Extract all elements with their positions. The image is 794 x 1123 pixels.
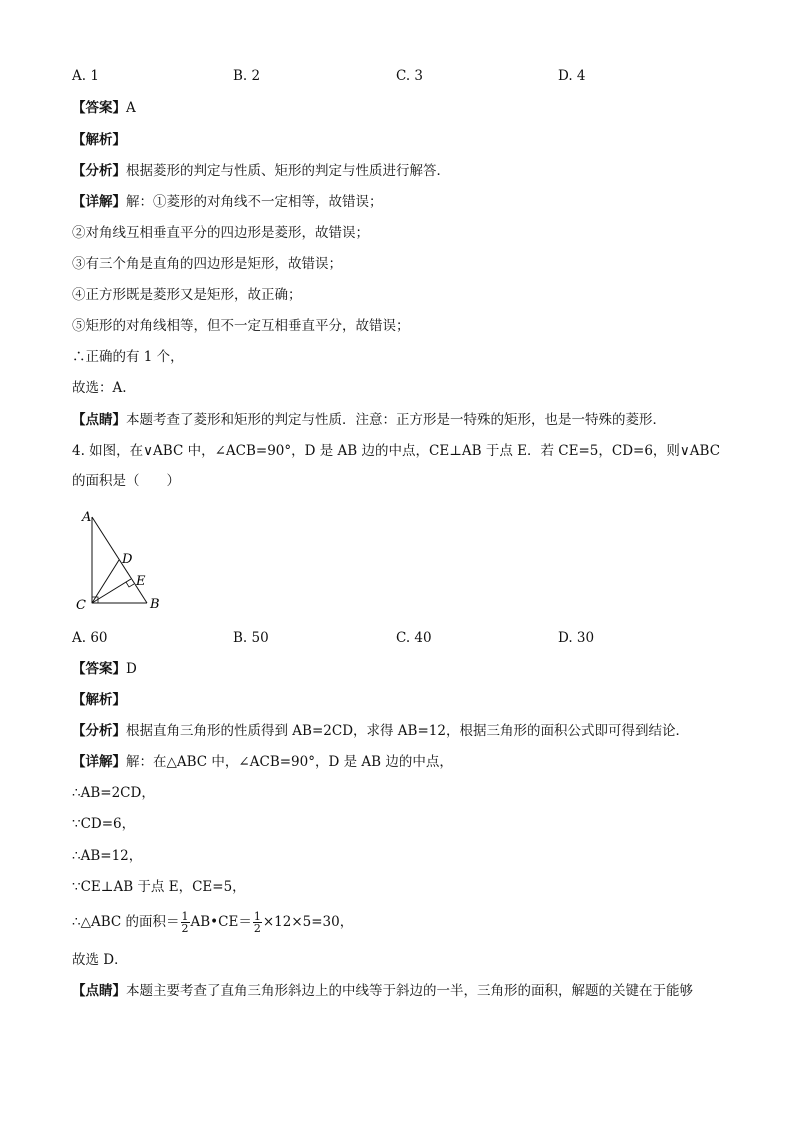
xiangjie-text: 解：在△ABC 中，∠ACB=90°，D 是 AB 边的中点， <box>126 754 453 770</box>
answer-tag: 【答案】 <box>72 661 126 677</box>
q3-line-7: 故选：A. <box>72 380 127 396</box>
q3-answer <box>72 98 136 118</box>
q4-answer <box>72 659 137 679</box>
q3-fenxi <box>72 161 450 181</box>
dianjing-tag: 【点睛】 <box>72 983 126 999</box>
area-suffix: ×12×5=30， <box>262 914 354 930</box>
segment-cd <box>92 560 119 603</box>
q4-line-2: ∴AB=2CD， <box>72 785 155 801</box>
q4-option-b: B. 50 <box>233 630 269 646</box>
fraction-half-1: $\frac{1}{2}$ <box>181 910 189 935</box>
q3-analysis-tag: 【解析】 <box>72 132 126 148</box>
fraction-half-2: $\frac{1}{2}$ <box>253 910 261 935</box>
dianjing-text: 本题主要考查了直角三角形斜边上的中线等于斜边的一半，三角形的面积，解题的关键在于能够 <box>126 983 693 999</box>
q3-line-3: ③有三个角是直角的四边形是矩形，故错误； <box>72 256 342 272</box>
q3-option-d: D. 4 <box>558 68 586 84</box>
q3-line-4: ④正方形既是菱形又是矩形，故正确； <box>72 287 302 303</box>
xiangjie-tag: 【详解】 <box>72 194 126 210</box>
q4-triangle-figure <box>72 505 172 615</box>
label-a: A <box>82 510 92 525</box>
answer-value: D <box>126 661 137 677</box>
q4-xiangjie <box>72 752 453 772</box>
q4-option-d: D. 30 <box>558 630 595 646</box>
fenxi-tag: 【分析】 <box>72 163 126 179</box>
q3-option-a: A. 1 <box>72 68 99 84</box>
dianjing-text: 本题考查了菱形和矩形的判定与性质．注意：正方形是一特殊的矩形，也是一特殊的菱形． <box>126 412 666 428</box>
right-angle-e <box>126 582 134 587</box>
q4-line-3: ∵CD=6， <box>72 816 136 832</box>
q4-option-a: A. 60 <box>72 630 108 646</box>
q3-option-b: B. 2 <box>233 68 261 84</box>
q4-stem-line-2: 的面积是（ ） <box>72 473 180 489</box>
q3-option-c: C. 3 <box>396 68 424 84</box>
q3-dianjing <box>72 410 666 430</box>
label-d: D <box>122 552 133 567</box>
q4-analysis-tag: 【解析】 <box>72 692 126 708</box>
q3-line-6: ∴正确的有 1 个， <box>72 349 184 365</box>
q3-line-5: ⑤矩形的对角线相等，但不一定互相垂直平分，故错误； <box>72 318 410 334</box>
q3-line-2: ②对角线互相垂直平分的四边形是菱形，故错误； <box>72 225 369 241</box>
label-b: B <box>150 597 160 612</box>
q4-fenxi <box>72 721 689 741</box>
xiangjie-tag: 【详解】 <box>72 754 126 770</box>
fenxi-text: 根据菱形的判定与性质、矩形的判定与性质进行解答． <box>126 163 450 179</box>
fenxi-text: 根据直角三角形的性质得到 AB=2CD，求得 AB=12，根据三角形的面积公式即可得到结论． <box>126 723 689 739</box>
label-c: C <box>76 598 86 613</box>
q4-line-4: ∴AB=12， <box>72 848 143 864</box>
q3-xiangjie <box>72 192 383 212</box>
area-mid: AB•CE＝ <box>190 914 252 930</box>
q4-area-formula <box>72 911 353 934</box>
q4-dianjing <box>72 981 693 1001</box>
answer-tag: 【答案】 <box>72 100 126 116</box>
dianjing-tag: 【点睛】 <box>72 412 126 428</box>
q4-line-5: ∵CE⊥AB 于点 E，CE=5， <box>72 879 246 895</box>
q4-conclusion: 故选 D． <box>72 952 128 968</box>
xiangjie-text: 解：①菱形的对角线不一定相等，故错误； <box>126 194 383 210</box>
q4-option-c: C. 40 <box>396 630 432 646</box>
fenxi-tag: 【分析】 <box>72 723 126 739</box>
answer-value: A <box>126 100 136 116</box>
label-e: E <box>136 574 146 589</box>
q4-stem-line-1: 4. 如图，在∨ABC 中，∠ACB=90°，D 是 AB 边的中点，CE⊥AB 于点 E．若 CE=5，CD=6，则∨ABC <box>72 443 721 459</box>
area-prefix: ∴△ABC 的面积＝ <box>72 914 180 930</box>
